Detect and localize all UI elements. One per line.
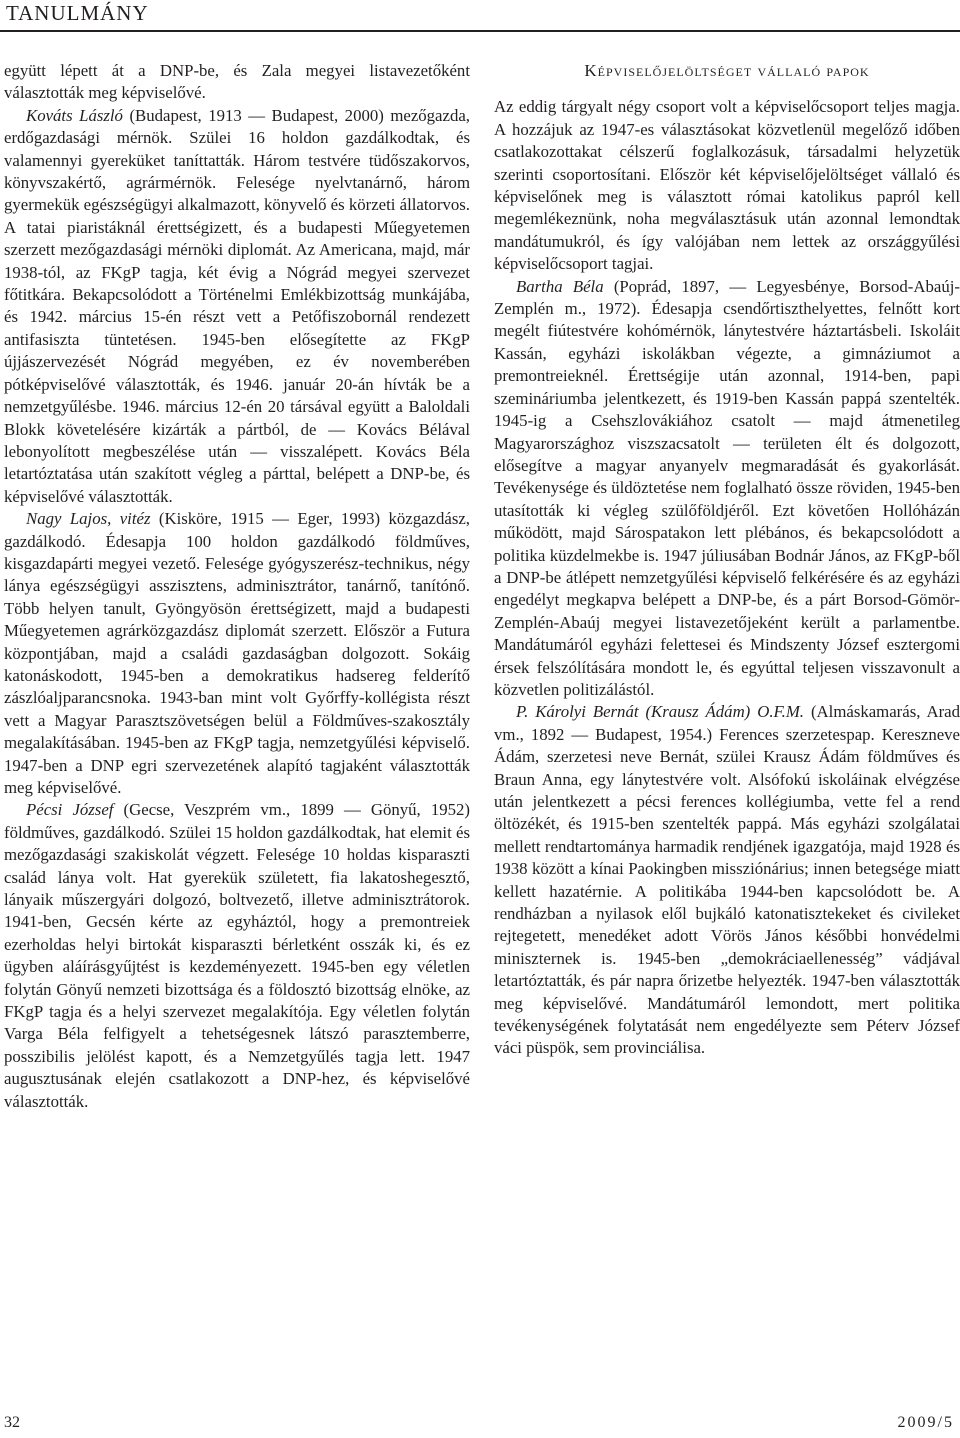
person-name: Pécsi József — [26, 800, 114, 820]
page-header — [0, 0, 960, 32]
left-column — [4, 60, 470, 1113]
section-label: TANULMÁNY — [6, 1, 149, 25]
biography-pecsi — [4, 799, 470, 1113]
section-subheading: Képviselőjelöltséget vállaló papok — [584, 61, 870, 80]
biography-karolyi — [494, 701, 960, 1060]
right-column — [494, 60, 960, 1060]
biography-kovats — [4, 105, 470, 508]
biography-text: (Almáskamarás, Arad vm., 1892 — Budapest, 1954.) Ferences szerzetespap. Kereszneve Ádám, szerzetesi neve Bernát, szülei Krausz Ádám földműves és Braun Anna, egy lánytestvére volt. Alsófokú iskoláinak elvégzése után jelentkezett a pécsi ferences kollégiumba, vette fel a rend öltözékét, és 1915-ben szentelték pappá. Más egyházi szolgálatai mellett rendtartománya harmadik rendjének igazgatója, majd 1928 és 1938 között a kínai Paokingben missziónárius; innen betegsége miatt kellett hazatérnie. A politikába 1944-ben kapcsolódott be. A rendházban a nyilasok elől bujkáló katonatisztekeket és civileket rejtegetett, menedéket adott Vörös János későbbi honvédelmi miniszternek is. 1945-ben „demokráciaellenesség” vádjával letartóztatták, és pár napra őrizetbe helyezték. 1947-ben választották meg képviselővé. Mandátumáról lemondott, mert politika tevékenységének folytatását nem engedélyezte sem Péterv József váci püspök, sem provinciálisa. — [494, 702, 960, 1058]
biography-text: (Kisköre, 1915 — Eger, 1993) közgazdász, gazdálkodó. Édesapja 100 holdon gazdálkodó földműves, kisgazdapárti megyei vezető. Felesége gyógyszerész-technikus, négy lánya egészségügyi asszisztens, adminisztrátor, tanárnő, tanítónő. Több helyen tanult, Gyöngyösön érettségizett, majd a budapesti Műegyetemen agrárközgazdász diplomát szerzett. Először a Futura központjában, majd a családi gazdaságban dolgozott. Sokáig katonáskodott, 1945-ben a demokratikus hadsereg felderítő zászlóaljparancsnoka. 1943-ban mint volt Győrffy-kollégista részt vett a Magyar Parasztszövetségen belül a Földműves-szakosztály megalakításában. 1945-ben az FKgP tagja, nemzetgyűlési képviselő. 1947-ben a DNP egri szervezetének alapító tagjaként választották meg képviselővé. — [4, 509, 471, 797]
biography-bartha — [494, 276, 960, 702]
paragraph: Az eddig tárgyalt négy csoport volt a képviselőcsoport teljes magja. A hozzájuk az 1947-es választásokat közvetlenül megelőző időben csatlakozottakat célszerű foglalkozásuk, társadalmi helyzetük szerinti csoportosítani. Először két képviselőjelöltséget vállaló és képviselőnek meg is választott római katolikus papról kell megemlékeznünk, noha megválasztásuk után azonnal lemondtak mandátumukról, és így valójában nem lettek az országgyűlési képviselőcsoport tagjai. — [494, 97, 960, 274]
person-name: Nagy Lajos, vitéz — [26, 509, 151, 529]
page-number: 32 — [4, 1414, 20, 1431]
biography-text: (Gecse, Veszprém vm., 1899 — Gönyű, 1952) földműves, gazdálkodó. Szülei 15 holdon gazdálkodtak, hat elemit és mezőgazdasági szakiskolát végzett. Felesége 10 holdas kisparaszti család lánya volt. Hat gyerekük született, fia lakatoshegesztő, lányaik műszergyári dolgozó, boltvezető, illetve adminisztrátorok. 1941-ben, Gecsén kérte az egyháztól, hogy a premontreiek ezerholdas helyi birtokát kisparaszti bérletként osszák ki, és ez ügyben aláírásgyűjtést is kezdeményezett. 1945-ben egy véletlen folytán Gönyű nemzeti bizottsága és a földosztó bizottság elnöke, az FKgP tagja és a helyi szervezet megalakítója. Egy véletlen folytán Varga Béla felfigyelt a tehetségesnek látszó parasztemberre, posszibilis jelölést kapott, és a Nemzetgyűlés tagja lett. 1947 augusztusának elején csatlakozott a DNP-hez, és képviselővé választották. — [4, 800, 470, 1111]
paragraph: együtt lépett át a DNP-be, és Zala megyei listavezetőként választották meg képviselővé. — [4, 61, 470, 103]
issue-number: 2009/5 — [897, 1414, 954, 1431]
person-name: Bartha Béla — [516, 276, 604, 296]
biography-text: (Poprád, 1897, — Legyesbénye, Borsod-Abaúj-Zemplén m., 1972). Édesapja csendőrtiszthelyettes, felnőtt kort megélt fiútestvére kohómérnök, lánytestvére háztartásbeli. Iskoláit Kassán, egyházi iskolákban végezte, a gimnáziumot a premontreieknél. Érettségije után azonnal, 1914-ben, papi szemináriumba jelentkezett, és 1919-ben Kassán pappá szentelték. 1945-ig a Csehszlovákiához csatolt — majd átmenetileg Magyarországhoz viszszacsatolt — területen élt és dolgozott, elősegítve a magyar anyanyelv megmaradását és gyakorlását. Tevékenysége és üldöztetése nem foglalható össze röviden, 1945-ben utasították ki végleg szülőföldjéről. Ezt követően Hollóházán működött, majd Sárospatakon lett plébános, és bekapcsolódott a politika küzdelmekbe is. 1947 júliusában Bodnár János, az FKgP-ből a DNP-be átlépett nemzetgyűlési képviselő felkérésére és az egyházi engedélyt megkapva belépett a DNP-be, és a párt Borsod-Gömör-Zemplén-Abaúj megyei listavezetőjeként került a parlamentbe. Mandátumáról egyházi felettesei és Mindszenty József esztergomi érsek felszólítására mondott le, és egyúttal teljesen visszavonult a közvetlen politizálástól. — [494, 276, 960, 699]
person-name: Kováts László — [26, 105, 123, 125]
biography-text: (Budapest, 1913 — Budapest, 2000) mezőgazda, erdőgazdasági mérnök. Szülei 16 holdon gazdálkodtak, és valamennyi gyereküket taníttatták. Három testvére tüdőszakorvos, könyvszakértő, agrármérnök. Felesége nyelvtanárnő, három gyermekük egészségügyi alkalmazott, könyvelő és körzeti állatorvos. A tatai piaristáknál érettségizett, és a budapesti Műegyetemen szerzett mezőgazdasági mérnöki diplomát. Az Americana, majd, már 1938-tól, az FKgP tagja, két évig a Nógrád megyei szervezet főtitkára. Bekapcsolódott a Történelmi Emlékbizottság munkájába, és 1942. március 15-én részt vett a Petőfiszobornál rendezett antifasiszta tüntetésen. 1945-ben elősegítette az FKgP újjászervezését Nógrád megyében, ez év novemberében pótképviselővé választották, és 1946. január 20-án hívták be a nemzetgyűlésbe. 1946. március 12-én 20 társával együtt a Baloldali Blokk követelésére kizárták a pártból, de — Kovács Bélával lebonyolított megbeszélése után — visszalépett. Kovács Béla letartóztatása után szakított végleg a párttal, belépett a DNP-be, és képviselővé választották. — [4, 105, 470, 506]
biography-nagy — [4, 508, 470, 799]
person-name: P. Károlyi Bernát (Krausz Ádám) O.F.M. — [516, 702, 804, 722]
